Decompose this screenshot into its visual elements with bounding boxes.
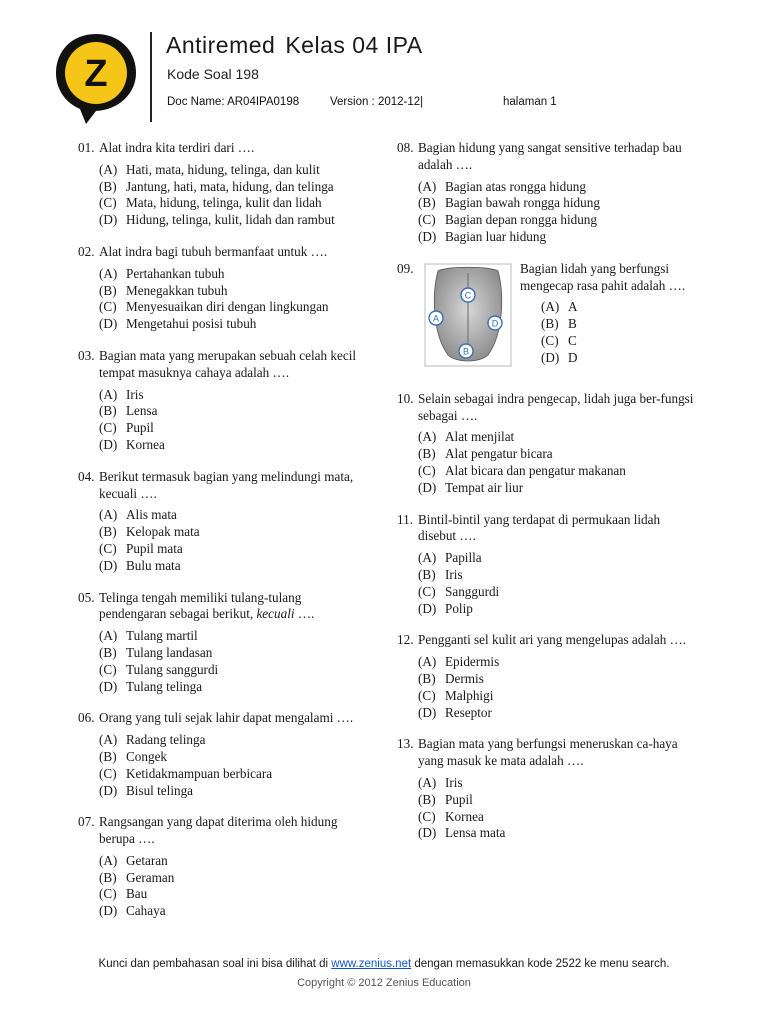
question-stem	[418, 512, 697, 546]
answer-option[interactable]	[78, 783, 368, 800]
stem-text: Bintil-bintil yang terdapat di permukaan lidah disebut ….	[418, 511, 661, 544]
stem-end: ….	[294, 606, 315, 622]
question-number: 12.	[397, 632, 414, 648]
stem-text: Rangsangan yang dapat diterima oleh hidung berupa ….	[99, 814, 338, 847]
option-text: Hati, mata, hidung, telinga, dan kulit	[126, 161, 320, 177]
answer-option[interactable]	[78, 403, 368, 420]
header-divider	[150, 32, 152, 122]
option-text: Mengetahui posisi tubuh	[126, 316, 257, 332]
answer-option[interactable]	[78, 662, 368, 679]
answer-option[interactable]	[78, 732, 368, 749]
question-stem-row	[78, 814, 368, 848]
option-text: Congek	[126, 748, 168, 764]
answer-option[interactable]	[78, 299, 368, 316]
option-text: Tulang martil	[126, 628, 198, 644]
option-text: Iris	[445, 566, 463, 582]
stem-text: Orang yang tuli sejak lahir dapat mengalami ….	[99, 710, 354, 726]
option-text: Pupil mata	[126, 540, 183, 556]
option-text: Jantung, hati, mata, hidung, dan telinga	[126, 178, 334, 194]
option-label: (B)	[99, 178, 117, 194]
option-text: Reseptor	[445, 704, 492, 720]
page-title	[166, 32, 433, 59]
options	[520, 299, 695, 366]
question	[78, 710, 368, 799]
option-text: Bagian depan rongga hidung	[445, 212, 597, 228]
footer-text-before: Kunci dan pembahasan soal ini bisa dilihat di	[98, 958, 332, 970]
answer-option[interactable]	[397, 792, 697, 809]
answer-option[interactable]	[397, 550, 697, 567]
answer-option[interactable]	[78, 766, 368, 783]
question-stem-row	[397, 736, 697, 770]
option-text: Pupil	[445, 791, 473, 807]
question-stem	[418, 736, 697, 770]
option-text: Alat bicara dan pengatur makanan	[445, 462, 626, 478]
question	[397, 140, 697, 246]
option-text: Polip	[445, 600, 473, 616]
option-label: (D)	[99, 782, 118, 798]
option-label: (A)	[418, 550, 437, 566]
option-label: (C)	[418, 212, 436, 228]
option-label: (A)	[418, 429, 437, 445]
left-column	[78, 140, 368, 935]
option-text: Getaran	[126, 852, 168, 868]
stem-text: Telinga tengah memiliki tulang-tulang pendengaran sebagai berikut,	[99, 589, 302, 622]
option-text: A	[568, 299, 578, 315]
question-number: 03.	[78, 347, 95, 363]
option-label: (D)	[418, 600, 437, 616]
options	[397, 550, 697, 617]
option-text: Malphigi	[445, 687, 494, 703]
options	[397, 179, 697, 246]
answer-option[interactable]	[78, 387, 368, 404]
answer-option[interactable]	[78, 179, 368, 196]
question	[397, 512, 697, 618]
stem-text: Alat indra kita terdiri dari ….	[99, 140, 255, 155]
question-stem	[99, 814, 368, 848]
option-label: (D)	[418, 704, 437, 720]
option-text: Menegakkan tubuh	[126, 282, 228, 298]
option-label: (B)	[418, 446, 436, 462]
option-label: (A)	[99, 628, 118, 644]
options	[78, 387, 368, 454]
option-label: (C)	[99, 540, 117, 556]
question-stem	[418, 140, 697, 174]
answer-option[interactable]	[520, 316, 695, 333]
answer-option[interactable]	[397, 825, 697, 842]
option-text: Tulang landasan	[126, 644, 213, 660]
answer-option[interactable]	[78, 628, 368, 645]
option-text: Bagian luar hidung	[445, 228, 547, 244]
question-stem	[99, 348, 368, 382]
answer-option[interactable]	[397, 446, 697, 463]
answer-option[interactable]	[397, 429, 697, 446]
options	[78, 507, 368, 574]
option-label: (D)	[418, 228, 437, 244]
option-label: (A)	[418, 654, 437, 670]
options	[78, 162, 368, 229]
options	[397, 775, 697, 842]
answer-option[interactable]	[78, 283, 368, 300]
answer-option[interactable]	[397, 775, 697, 792]
option-label: (D)	[99, 436, 118, 452]
right-column	[397, 140, 697, 857]
option-label: (C)	[418, 583, 436, 599]
option-label: (D)	[418, 479, 437, 495]
option-text: Pertahankan tubuh	[126, 265, 225, 281]
answer-option[interactable]	[78, 266, 368, 283]
option-text: Dermis	[445, 670, 484, 686]
option-text: Epidermis	[445, 654, 500, 670]
option-label: (C)	[418, 687, 436, 703]
option-label: (A)	[418, 774, 437, 790]
option-label: (B)	[99, 403, 117, 419]
option-text: Bau	[126, 886, 148, 902]
question-number: 04.	[78, 468, 95, 484]
options	[78, 853, 368, 920]
option-label: (C)	[99, 661, 117, 677]
option-label: (C)	[99, 765, 117, 781]
question-stem	[99, 710, 368, 727]
option-label: (D)	[99, 316, 118, 332]
option-label: (C)	[99, 195, 117, 211]
question-stem	[99, 590, 368, 624]
option-label: (B)	[99, 748, 117, 764]
answer-option[interactable]	[78, 437, 368, 454]
option-label: (D)	[541, 349, 560, 365]
tongue-label-d	[488, 316, 502, 330]
option-text: Alat menjilat	[445, 429, 515, 445]
question-stem	[418, 391, 697, 425]
answer-option[interactable]	[397, 567, 697, 584]
answer-option[interactable]	[78, 162, 368, 179]
question	[397, 736, 697, 842]
option-text: Kornea	[126, 436, 165, 452]
stem-text: Bagian mata yang berfungsi meneruskan ca-haya yang masuk ke mata adalah ….	[418, 736, 678, 769]
stem-text: Bagian mata yang merupakan sebuah celah kecil tempat masuknya cahaya adalah ….	[99, 347, 357, 380]
title-brand: Antiremed	[166, 32, 276, 58]
question-number: 13.	[397, 736, 414, 752]
option-text: Sanggurdi	[445, 583, 500, 599]
answer-option[interactable]	[520, 333, 695, 350]
option-text: Menyesuaikan diri dengan lingkungan	[126, 299, 329, 315]
question-stem-row	[78, 469, 368, 503]
question	[78, 140, 368, 229]
tongue-label-text: B	[462, 346, 470, 357]
tongue-diagram	[424, 263, 512, 367]
answer-option[interactable]	[78, 316, 368, 333]
option-text: Tulang telinga	[126, 678, 203, 694]
question-stem-row	[78, 348, 368, 382]
option-text: Bagian atas rongga hidung	[445, 178, 586, 194]
option-label: (A)	[99, 852, 118, 868]
option-text: Bagian bawah rongga hidung	[445, 195, 600, 211]
option-label: (A)	[99, 507, 118, 523]
option-text: Kelopak mata	[126, 524, 200, 540]
option-label: (B)	[99, 282, 117, 298]
question-number: 05.	[78, 589, 95, 605]
option-text: Papilla	[445, 550, 482, 566]
question-stem-row	[397, 512, 697, 546]
question-stem-row	[397, 391, 697, 425]
doc-name: Doc Name: AR04IPA0198	[167, 96, 300, 108]
answer-option[interactable]	[78, 853, 368, 870]
question-stem-row	[78, 710, 368, 727]
option-text: Alis mata	[126, 507, 177, 523]
answer-option[interactable]	[397, 229, 697, 246]
footer-note	[0, 958, 768, 970]
option-label: (C)	[541, 332, 559, 348]
question-stem-row	[78, 140, 368, 157]
option-label: (A)	[99, 161, 118, 177]
option-text: Iris	[126, 386, 144, 402]
answer-option[interactable]	[78, 886, 368, 903]
option-label: (A)	[99, 386, 118, 402]
option-text: Iris	[445, 774, 463, 790]
copyright: Copyright © 2012 Zenius Education	[297, 977, 471, 989]
option-text: B	[568, 316, 577, 332]
question-stem	[418, 632, 697, 649]
option-text: Geraman	[126, 869, 175, 885]
question-number: 10.	[397, 390, 414, 406]
question-number: 11.	[397, 511, 413, 527]
answer-option[interactable]	[78, 541, 368, 558]
answer-option[interactable]	[397, 654, 697, 671]
option-label: (A)	[541, 299, 560, 315]
option-text: Cahaya	[126, 903, 166, 919]
answer-option[interactable]	[397, 179, 697, 196]
question-number: 09.	[397, 260, 414, 276]
option-text: Bisul telinga	[126, 782, 194, 798]
zenius-link[interactable]: www.zenius.net	[331, 958, 412, 970]
tongue-label-text: C	[464, 290, 472, 301]
answer-option[interactable]	[397, 809, 697, 826]
question	[397, 261, 697, 376]
answer-option[interactable]	[397, 705, 697, 722]
footer-text-after: dengan memasukkan kode 2522 ke menu search.	[411, 958, 670, 970]
answer-option[interactable]	[397, 601, 697, 618]
zenius-logo	[52, 30, 140, 126]
question-stem-row	[397, 632, 697, 649]
answer-option[interactable]	[78, 645, 368, 662]
tongue-label-c	[461, 288, 475, 302]
answer-option[interactable]	[78, 749, 368, 766]
answer-option[interactable]	[397, 688, 697, 705]
options	[78, 266, 368, 333]
options	[397, 429, 697, 496]
stem-text: Pengganti sel kulit ari yang mengelupas adalah ….	[418, 632, 687, 648]
option-label: (B)	[99, 869, 117, 885]
options	[78, 732, 368, 799]
question	[78, 469, 368, 575]
option-text: Tulang sanggurdi	[126, 661, 219, 677]
answer-option[interactable]	[78, 679, 368, 696]
answer-option[interactable]	[397, 480, 697, 497]
tongue-label-a	[429, 311, 443, 325]
tongue-label-text: D	[491, 318, 499, 329]
question-number: 02.	[78, 243, 95, 259]
option-text: D	[568, 349, 578, 365]
page-number: halaman 1	[503, 96, 557, 108]
option-label: (D)	[99, 678, 118, 694]
question	[397, 632, 697, 721]
answer-option[interactable]	[520, 350, 695, 367]
question-number: 06.	[78, 710, 95, 726]
answer-option[interactable]	[397, 195, 697, 212]
options	[397, 654, 697, 721]
question-stem-row	[397, 140, 697, 174]
answer-option[interactable]	[78, 903, 368, 920]
answer-option[interactable]	[78, 507, 368, 524]
question-stem-row	[78, 244, 368, 261]
stem-text: Bagian hidung yang sangat sensitive terhadap bau adalah ….	[418, 140, 682, 172]
option-label: (B)	[418, 566, 436, 582]
tongue-label-text: A	[432, 313, 440, 324]
option-text: Kornea	[445, 808, 484, 824]
answer-option[interactable]	[78, 212, 368, 229]
option-text: Lensa	[126, 403, 158, 419]
question	[397, 391, 697, 497]
answer-option[interactable]	[78, 195, 368, 212]
answer-option[interactable]	[78, 524, 368, 541]
option-label: (A)	[99, 265, 118, 281]
option-label: (D)	[418, 825, 437, 841]
option-text: Bulu mata	[126, 557, 181, 573]
option-label: (A)	[418, 178, 437, 194]
option-text: C	[568, 332, 577, 348]
answer-option[interactable]	[78, 558, 368, 575]
question-number: 08.	[397, 140, 414, 155]
question	[78, 590, 368, 696]
question-stem	[99, 140, 368, 157]
options	[78, 628, 368, 695]
answer-option[interactable]	[397, 671, 697, 688]
question-number: 01.	[78, 140, 95, 155]
question-stem-row	[78, 590, 368, 624]
answer-option[interactable]	[520, 299, 695, 316]
tongue-label-b	[459, 344, 473, 358]
option-label: (B)	[418, 195, 436, 211]
question-number: 07.	[78, 814, 95, 830]
option-label: (B)	[99, 644, 117, 660]
option-label: (B)	[418, 791, 436, 807]
logo-letter: Z	[84, 53, 108, 95]
question-stem	[99, 244, 368, 261]
stem-text: Selain sebagai indra pengecap, lidah juga ber-fungsi sebagai ….	[418, 390, 694, 423]
option-text: Mata, hidung, telinga, kulit dan lidah	[126, 195, 322, 211]
option-label: (D)	[99, 557, 118, 573]
answer-option[interactable]	[397, 212, 697, 229]
option-label: (D)	[99, 212, 118, 228]
answer-option[interactable]	[397, 584, 697, 601]
stem-emphasis: kecuali	[256, 606, 295, 622]
stem-text: Alat indra bagi tubuh bermanfaat untuk ….	[99, 243, 328, 259]
option-text: Radang telinga	[126, 732, 206, 748]
question	[78, 348, 368, 454]
question-code: Kode Soal 198	[167, 66, 259, 82]
option-text: Ketidakmampuan berbicara	[126, 765, 273, 781]
option-label: (B)	[418, 670, 436, 686]
option-label: (C)	[99, 420, 117, 436]
option-label: (C)	[99, 299, 117, 315]
question-stem: Bagian lidah yang berfungsi mengecap rasa pahit adalah ….	[520, 260, 686, 293]
option-label: (A)	[99, 732, 118, 748]
option-label: (D)	[99, 903, 118, 919]
option-text: Hidung, telinga, kulit, lidah dan rambut	[126, 212, 335, 228]
option-label: (C)	[418, 808, 436, 824]
question-stem	[99, 469, 368, 503]
option-text: Alat pengatur bicara	[445, 446, 553, 462]
doc-version: Version : 2012-12|	[330, 96, 424, 108]
question	[78, 244, 368, 333]
answer-option[interactable]	[78, 420, 368, 437]
option-label: (C)	[99, 886, 117, 902]
option-text: Lensa mata	[445, 825, 506, 841]
option-label: (C)	[418, 462, 436, 478]
answer-option[interactable]	[78, 870, 368, 887]
question-side	[520, 261, 695, 367]
answer-option[interactable]	[397, 463, 697, 480]
option-text: Tempat air liur	[445, 479, 524, 495]
option-text: Pupil	[126, 420, 154, 436]
option-label: (B)	[541, 316, 559, 332]
question	[78, 814, 368, 920]
stem-text: Berikut termasuk bagian yang melindungi mata, kecuali ….	[99, 468, 354, 501]
title-class: Kelas 04 IPA	[285, 32, 423, 58]
option-label: (B)	[99, 524, 117, 540]
